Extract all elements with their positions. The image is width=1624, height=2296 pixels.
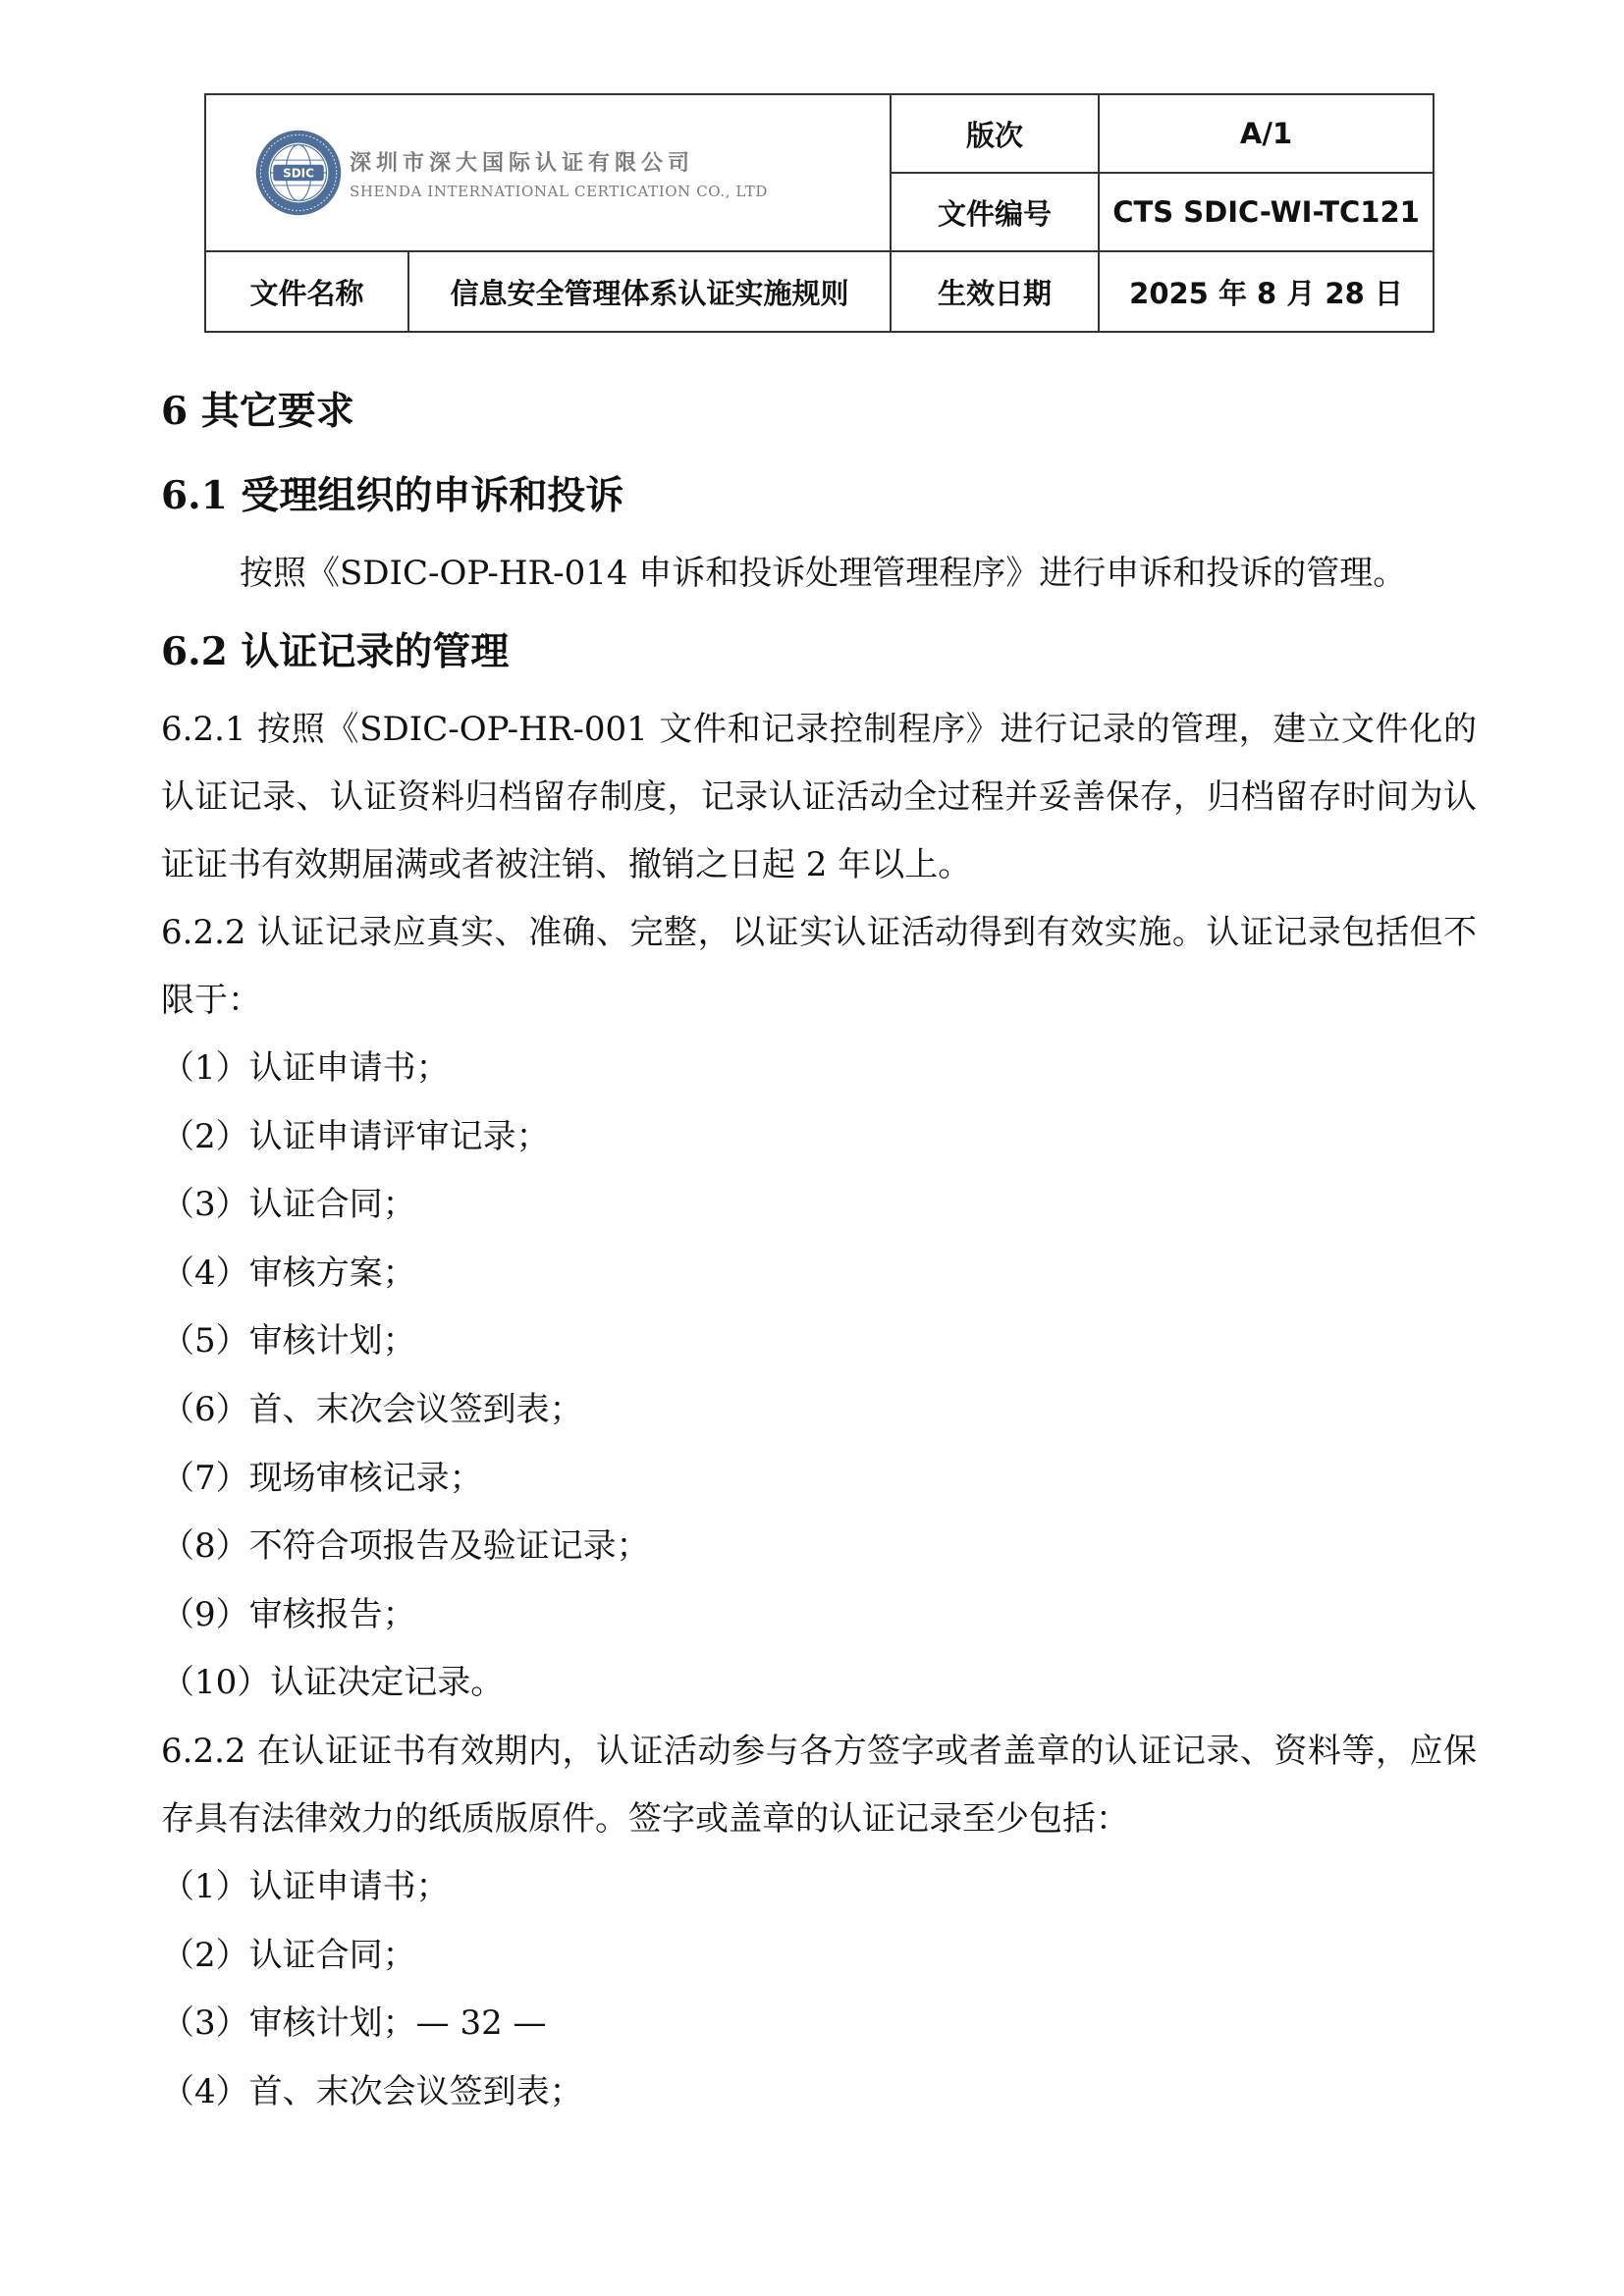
section-6-2-heading: 6.2 认证记录的管理 [161,629,510,674]
list-item: （2）认证申请评审记录； [161,1116,550,1156]
doc-number-label: 文件编号 [891,173,1099,251]
list-item: （5）审核计划； [161,1321,416,1362]
record-list-b [161,1853,1477,2126]
svg-text:SDIC: SDIC [283,166,314,181]
effective-date-value: 2025 年 8 月 28 日 [1099,251,1434,332]
document-body [161,371,1477,2126]
version-label: 版次 [891,94,1099,173]
clause-6-2-2-signed-paragraph: 6.2.2 在认证证书有效期内，认证活动参与各方签字或者盖章的认证记录、资料等，应保存具有法律效力的纸质版原件。签字或盖章的认证记录至少包括： [161,1731,1477,1839]
section-6-heading: 6 其它要求 [161,389,354,434]
list-item: （1）认证申请书； [161,1866,450,1906]
list-item: （4）审核方案； [161,1253,416,1293]
company-logo [253,128,890,218]
section-6-1-paragraph: 按照《SDIC-OP-HR-014 申诉和投诉处理管理程序》进行申诉和投诉的管理。 [240,554,1407,593]
list-item: （3）认证合同； [161,1185,416,1225]
company-name-cn: 深圳市深大国际认证有限公司 [350,150,695,176]
list-item: （3）审核计划；— 32 — [161,2003,547,2044]
list-item: （1）认证申请书； [161,1048,450,1088]
list-item: （9）审核报告； [161,1594,416,1634]
version-value: A/1 [1099,94,1434,173]
company-logo-cell [205,94,891,251]
list-item: （8）不符合项报告及验证记录； [161,1526,650,1567]
list-item: （2）认证合同； [161,1935,416,1975]
doc-number-value: CTS SDIC-WI-TC121 [1099,173,1434,251]
company-name-en: SHENDA INTERNATIONAL CERTICATION CO., LTD [350,182,768,200]
section-6-1-heading: 6.1 受理组织的申诉和投诉 [161,473,624,518]
list-item: （7）现场审核记录； [161,1458,483,1498]
doc-name-value: 信息安全管理体系认证实施规则 [408,251,891,332]
sdic-seal-icon [253,128,344,218]
effective-date-label: 生效日期 [891,251,1099,332]
clause-6-2-2-paragraph: 6.2.2 认证记录应真实、准确、完整，以证实认证活动得到有效实施。认证记录包括但不限于： [161,913,1477,1020]
record-list-a [161,1035,1477,1718]
list-item: （10）认证决定记录。 [161,1663,505,1703]
document-header-table [204,93,1435,333]
clause-6-2-1-paragraph: 6.2.1 按照《SDIC-OP-HR-001 文件和记录控制程序》进行记录的管理，建立文件化的认证记录、认证资料归档留存制度，记录认证活动全过程并妥善保存，归档留存时间为认证证书有效期届满或者被注销、撤销之日起 2 年以上。 [161,710,1477,884]
list-item: （6）首、末次会议签到表； [161,1389,583,1429]
list-item: （4）首、末次会议签到表； [161,2071,583,2111]
doc-name-label: 文件名称 [205,251,408,332]
